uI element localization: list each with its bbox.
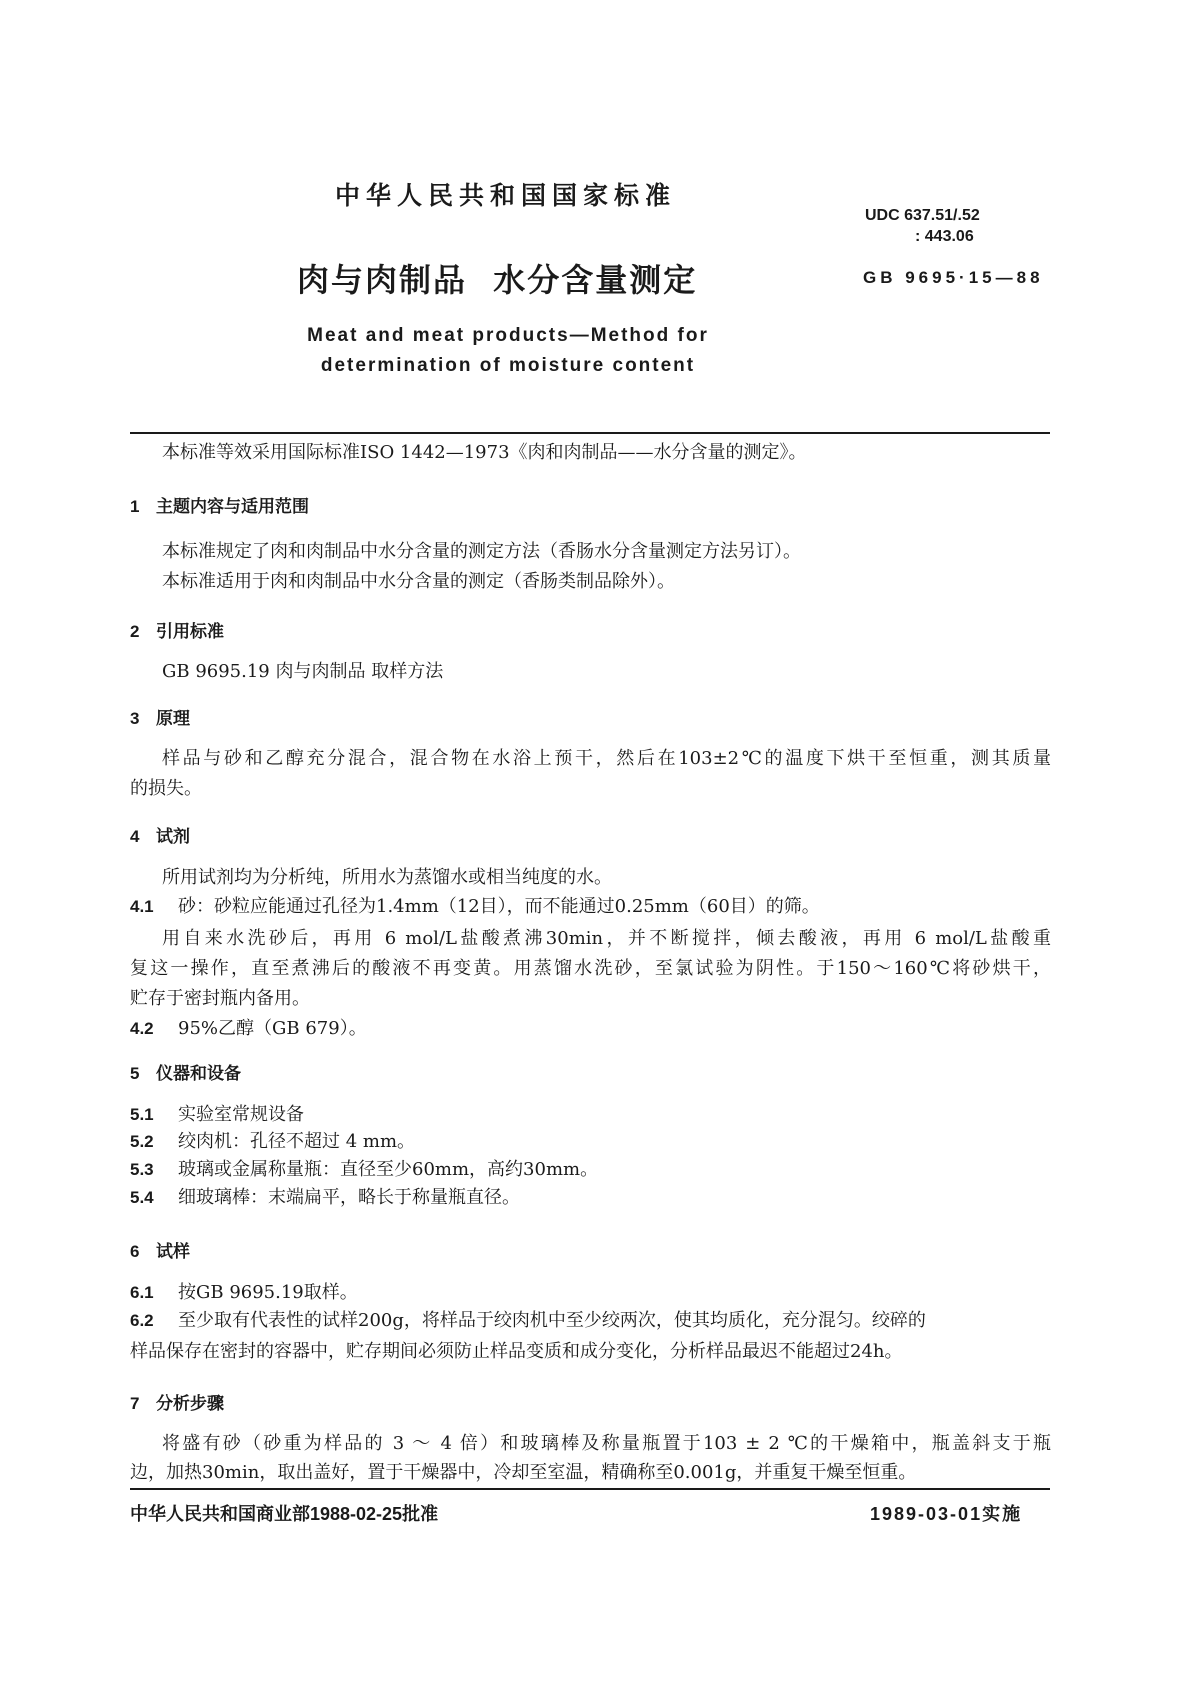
item-number: 6.1 — [130, 1283, 154, 1302]
udc-line-1: UDC 637.51/.52 — [865, 207, 980, 224]
section-7-heading — [130, 1389, 224, 1414]
section-7-paragraph-line-2: 边，加热30min，取出盖好，置于干燥器中，冷却至室温，精确称至0.001g，并重复干燥至恒重。 — [130, 1462, 917, 1483]
national-standard-heading: 中华人民共和国国家标准 — [335, 181, 677, 210]
item-4-1-paragraph-line-3: 贮存于密封瓶内备用。 — [130, 988, 310, 1009]
english-title-line-2: determination of moisture content — [320, 355, 696, 376]
section-1-heading — [130, 492, 309, 517]
item-4-1 — [130, 895, 820, 919]
item-number: 4.1 — [130, 897, 154, 916]
section-number: 1 — [130, 497, 140, 516]
item-6-2-paragraph-line-2: 样品保存在密封的容器中，贮存期间必须防止样品变质和成分变化，分析样品最迟不能超过24h。 — [130, 1341, 903, 1362]
item-text: 95%乙醇（GB 679）。 — [178, 1018, 367, 1039]
section-number: 6 — [130, 1242, 140, 1261]
item-4-2 — [130, 1017, 367, 1041]
gb-number: GB 9695·15—88 — [863, 268, 1044, 287]
section-1-paragraph-2: 本标准适用于肉和肉制品中水分含量的测定（香肠类制品除外）。 — [162, 571, 675, 592]
item-text: 至少取有代表性的试样200g，将样品于绞肉机中至少绞两次，使其均质化，充分混匀。绞碎的 — [178, 1310, 926, 1331]
section-title: 原理 — [156, 709, 190, 728]
section-number: 5 — [130, 1064, 140, 1083]
item-number: 5.2 — [130, 1132, 154, 1151]
effective-date: 1989-03-01实施 — [870, 1504, 1023, 1524]
item-text: 按GB 9695.19取样。 — [178, 1282, 358, 1303]
section-title: 主题内容与适用范围 — [156, 497, 309, 516]
section-3-paragraph-line-1: 样品与砂和乙醇充分混合，混合物在水浴上预干，然后在103±2℃的温度下烘干至恒重，测其质量 — [162, 748, 1051, 769]
item-5-2 — [130, 1130, 415, 1154]
item-text: 玻璃或金属称量瓶：直径至少60mm，高约30mm。 — [178, 1159, 599, 1180]
item-text: 实验室常规设备 — [178, 1104, 304, 1125]
item-number: 5.4 — [130, 1188, 154, 1207]
item-number: 6.2 — [130, 1311, 154, 1330]
item-6-1 — [130, 1281, 358, 1305]
item-4-1-paragraph-line-2: 复这一操作，直至煮沸后的酸液不再变黄。用蒸馏水洗砂，至氯试验为阴性。于150～160℃将砂烘干， — [130, 958, 1051, 979]
item-text: 细玻璃棒：末端扁平，略长于称量瓶直径。 — [178, 1187, 520, 1208]
section-4-heading — [130, 822, 190, 847]
section-6-heading — [130, 1237, 190, 1262]
item-number: 5.3 — [130, 1160, 154, 1179]
top-divider — [130, 432, 1050, 434]
item-5-1 — [130, 1103, 304, 1127]
item-4-1-paragraph-line-1: 用自来水洗砂后，再用 6 mol/L盐酸煮沸30min，并不断搅拌，倾去酸液，再用 6 mol/L盐酸重 — [162, 928, 1051, 949]
approval-line: 中华人民共和国商业部1988-02-25批准 — [130, 1504, 439, 1524]
item-text: 绞肉机：孔径不超过 4 mm。 — [178, 1131, 416, 1152]
document-title: 肉与肉制品 水分含量测定 — [297, 261, 698, 299]
bottom-divider — [130, 1488, 1050, 1490]
section-2-reference: GB 9695.19 肉与肉制品 取样方法 — [162, 661, 444, 682]
intro-paragraph: 本标准等效采用国际标准ISO 1442—1973《肉和肉制品——水分含量的测定》。 — [162, 442, 807, 463]
item-6-2 — [130, 1309, 1051, 1333]
section-number: 7 — [130, 1394, 140, 1413]
item-5-4 — [130, 1186, 520, 1210]
section-1-paragraph-1: 本标准规定了肉和肉制品中水分含量的测定方法（香肠水分含量测定方法另订）。 — [162, 541, 801, 562]
item-text: 砂：砂粒应能通过孔径为1.4mm（12目），而不能通过0.25mm（60目）的筛。 — [178, 896, 820, 917]
section-7-paragraph-line-1: 将盛有砂（砂重为样品的 3 ～ 4 倍）和玻璃棒及称量瓶置于103 ± 2 ℃的干燥箱中，瓶盖斜支于瓶 — [162, 1433, 1051, 1454]
udc-code — [865, 205, 980, 247]
section-5-heading — [130, 1059, 241, 1084]
section-number: 4 — [130, 827, 140, 846]
section-title: 引用标准 — [156, 622, 224, 641]
item-5-3 — [130, 1158, 598, 1182]
section-title: 试剂 — [156, 827, 190, 846]
section-title: 仪器和设备 — [156, 1064, 241, 1083]
section-3-paragraph-line-2: 的损失。 — [130, 778, 202, 799]
section-3-heading — [130, 704, 190, 729]
section-number: 3 — [130, 709, 140, 728]
section-title: 试样 — [156, 1242, 190, 1261]
item-number: 4.2 — [130, 1019, 154, 1038]
section-2-heading — [130, 617, 224, 642]
udc-line-2: : 443.06 — [915, 228, 974, 245]
item-number: 5.1 — [130, 1105, 154, 1124]
section-number: 2 — [130, 622, 140, 641]
english-title-line-1: Meat and meat products—Method for — [307, 325, 709, 346]
section-4-paragraph: 所用试剂均为分析纯，所用水为蒸馏水或相当纯度的水。 — [162, 867, 612, 888]
section-title: 分析步骤 — [156, 1394, 224, 1413]
